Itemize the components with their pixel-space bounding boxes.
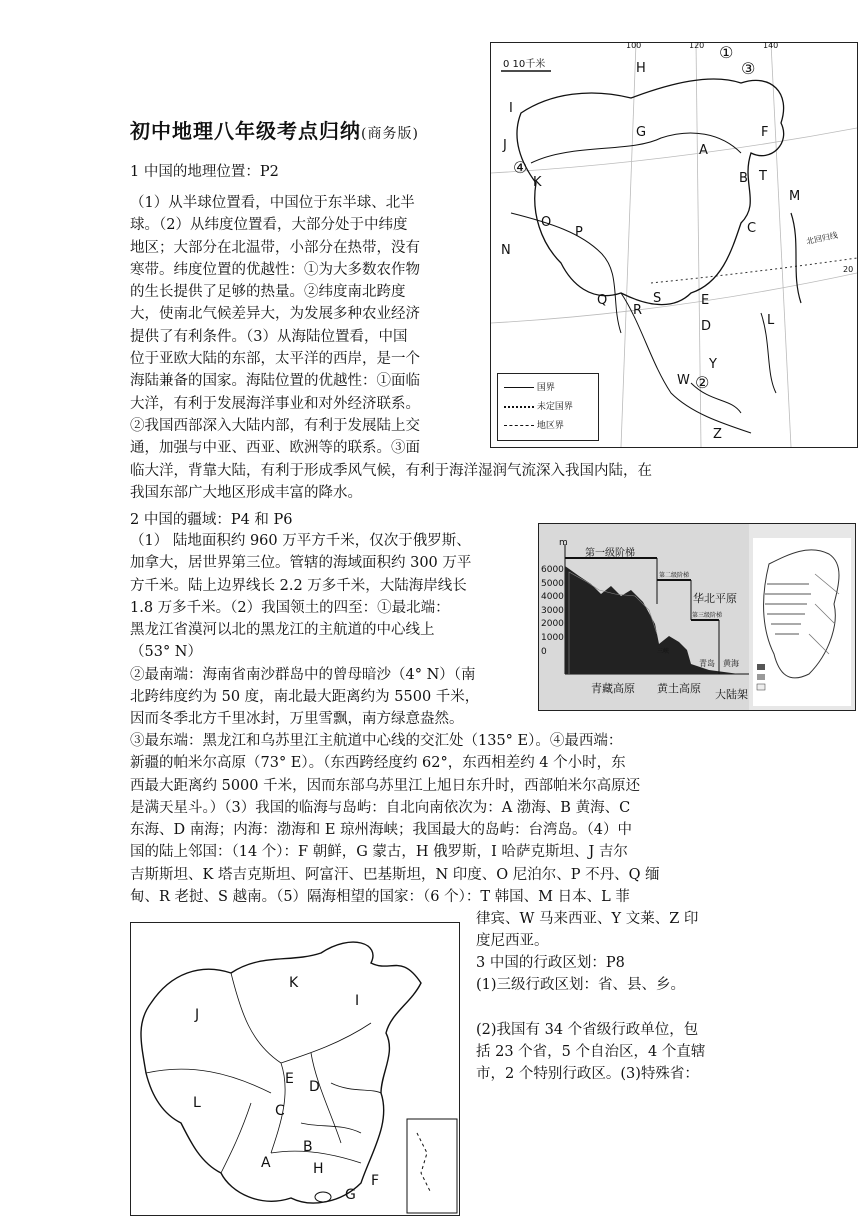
map1-letter-Y: Y [709, 357, 717, 372]
map1-letter-Q: Q [597, 293, 608, 308]
map1-marker-4: ④ [513, 158, 528, 177]
section2-body-wide: ③最东端：黑龙江和乌苏里江主航道中心线的交汇处（135° E）。④最西端： 新疆的帕米尔高原（73° E）。（东西跨经度约 62°，东西相差约 4 个小时，东 西最大距离约 5000 千米，因而东部乌苏里江上旭日东升时，西部帕米尔高原还 是满天星斗。）（3）我国的临海与岛屿：自北向南依次为：A 渤海、B 黄海、C 东海、D 南海；内海：渤海和 E 琼州海峡；我国最大的岛屿：台湾岛。（4）中 国的陆上邻国：（14 个）：F 朝鲜，G 蒙古，H 俄罗斯，I 哈萨克斯坦、J 吉尔 吉斯斯坦、K 塔吉克斯坦、阿富汗、巴基斯坦，N 印度、O 尼泊尔、P 不丹、Q 缅 甸、R 老挝、S 越南。（5）隔海相望的国家：（6 个）：T 韩国、M 日本、L 菲 [130, 733, 660, 906]
map3-letter-E: E [285, 1071, 294, 1087]
section2-body-narrow: （1） 陆地面积约 960 万平方千米，仅次于俄罗斯、 加拿大，居世界第三位。管辖的海域面积约 300 万平 方千米。陆上边界线长 2.2 万多千米，大陆海岸线长 1.8 万多千米。（2）我国领土的四至：①最北端： 黑龙江省漠河以北的黑龙江的主航道的中心线上 （53° N） ②最南端：海南省南沙群岛中的曾母暗沙（4° N）（南 北跨纬度约为 50 度，南北最大距离约为 5500 千米， 因而冬季北方千里冰封，万里雪飘，南方绿意盎然。 [130, 533, 480, 728]
map1-letter-L: L [767, 313, 775, 328]
map3-letter-F: F [371, 1173, 380, 1189]
page-title: 初中地理八年级考点归纳(商务版) [130, 119, 419, 143]
map1-letter-R: R [633, 303, 643, 318]
step1-label: 第一级阶梯 [585, 548, 635, 559]
map1-lon-100: 100 [626, 41, 642, 50]
map3-letter-K: K [289, 975, 299, 991]
map1-letter-E: E [701, 293, 710, 308]
map1-letter-M: M [789, 189, 801, 204]
map1-letter-N: N [501, 243, 511, 258]
map1-letter-Z: Z [713, 427, 722, 442]
province-map [130, 922, 460, 1216]
map1-marker-2: ② [695, 373, 710, 392]
map1-letter-C: C [747, 221, 757, 236]
map3-letter-G: G [345, 1187, 356, 1203]
sanxia-label: 三峡 [657, 648, 670, 655]
map1-letter-B: B [739, 171, 748, 186]
map1-marker-3: ③ [741, 59, 756, 78]
huanghai-label: 黄海 [723, 659, 739, 668]
map1-letter-D: D [701, 319, 712, 334]
neighbour-countries-map [490, 42, 858, 448]
map1-legend: 国界 未定国界 地区界 [497, 373, 599, 441]
continental-shelf-label: 大陆架 [715, 688, 748, 701]
map3-letter-L: L [193, 1095, 201, 1111]
map1-letter-G: G [636, 125, 647, 140]
map1-lon-120: 120 [689, 41, 705, 50]
section1-body-wide: 临大洋，背靠大陆，有利于形成季风气候，有利于海洋湿润气流深入我国内陆，在 我国东部广大地区形成丰富的降水。 [130, 463, 652, 502]
step3-label: 第三级阶梯 [692, 612, 723, 619]
elev-6000: 6000 [541, 565, 564, 575]
elev-3000: 3000 [541, 605, 564, 616]
province-map-drawing [131, 923, 459, 1215]
terrain-profile-figure [538, 523, 856, 711]
map1-letter-F: F [761, 125, 769, 140]
elev-5000: 5000 [541, 578, 564, 589]
map1-scale: 0 10千米 [503, 59, 546, 70]
map1-lon-140: 140 [763, 41, 779, 50]
map1-letter-H: H [636, 61, 646, 76]
qingdao-label: 青岛 [699, 659, 715, 668]
elevation-axis-labels [541, 564, 564, 659]
qingzang-plateau-label: 青藏高原 [591, 682, 635, 695]
map1-letter-T: T [759, 169, 767, 184]
section1-body-narrow: （1）从半球位置看，中国位于东半球、北半 球。（2）从纬度位置看，大部分处于中纬度 地区；大部分在北温带，小部分在热带，没有 寒带。纬度位置的优越性：①为大多数农作物 的生长提供了足够的热量。②纬度南北跨度 大，使南北气候差异大，为发展多种农业经济 提供了有利条件。（3）从海陆位置看，中国 位于亚欧大陆的东部，太平洋的西岸，是一个 海陆兼备的国家。海陆位置的优越性：①面临 大洋，有利于发展海洋事业和对外经济联系。 ②我国西部深入大陆内部，有利于发展陆上交 通，加强与中亚、西亚、欧洲等的联系。③面 [130, 195, 420, 457]
map3-letter-D: D [309, 1079, 320, 1095]
map3-letter-B: B [303, 1139, 313, 1155]
section1-heading: 1 中国的地理位置：P2 [130, 164, 279, 180]
map1-letter-S: S [653, 291, 662, 306]
map1-letter-A: A [699, 143, 708, 158]
map3-letter-J: J [195, 1007, 200, 1023]
map1-letter-I: I [509, 101, 513, 116]
map3-letter-A: A [261, 1155, 271, 1171]
section3-heading: 3 中国的行政区划：P8 [476, 955, 625, 971]
section3: 3 中国的行政区划：P8 (1)三级行政区划：省、县、乡。 (2)我国有 34 个省级行政单位，包 括 23 个省，5 个自治区，4 个直辖 市，2 个特别行政区。(3)特殊省： [476, 952, 746, 1086]
map3-letter-C: C [275, 1103, 285, 1119]
elev-2000: 2000 [541, 619, 564, 630]
elev-4000: 4000 [541, 592, 564, 603]
elev-1000: 1000 [541, 632, 564, 643]
map1-letter-P: P [575, 225, 583, 240]
map1-letter-J: J [503, 138, 507, 153]
map3-letter-H: H [313, 1161, 324, 1177]
section2-heading: 2 中国的疆域：P4 和 P6 [130, 512, 293, 528]
section2-body-right: 律宾、W 马来西亚、Y 文莱、Z 印 度尼西亚。 [476, 911, 699, 950]
map1-marker-1: ① [719, 43, 734, 62]
map1-letter-O: O [541, 215, 552, 230]
huabei-plain-label: 华北平原 [693, 592, 737, 605]
elev-0: 0 [541, 646, 547, 657]
step2-label: 第二级阶梯 [659, 572, 690, 579]
huangtu-plateau-label: 黄土高原 [657, 682, 701, 695]
map1-letter-K: K [533, 175, 542, 190]
elev-unit: m [559, 538, 568, 548]
map1-letter-W: W [677, 373, 690, 388]
map3-letter-I: I [355, 993, 360, 1009]
tropic-label: 北回归线 [805, 230, 839, 247]
map1-lat-20: 20 [843, 265, 854, 274]
